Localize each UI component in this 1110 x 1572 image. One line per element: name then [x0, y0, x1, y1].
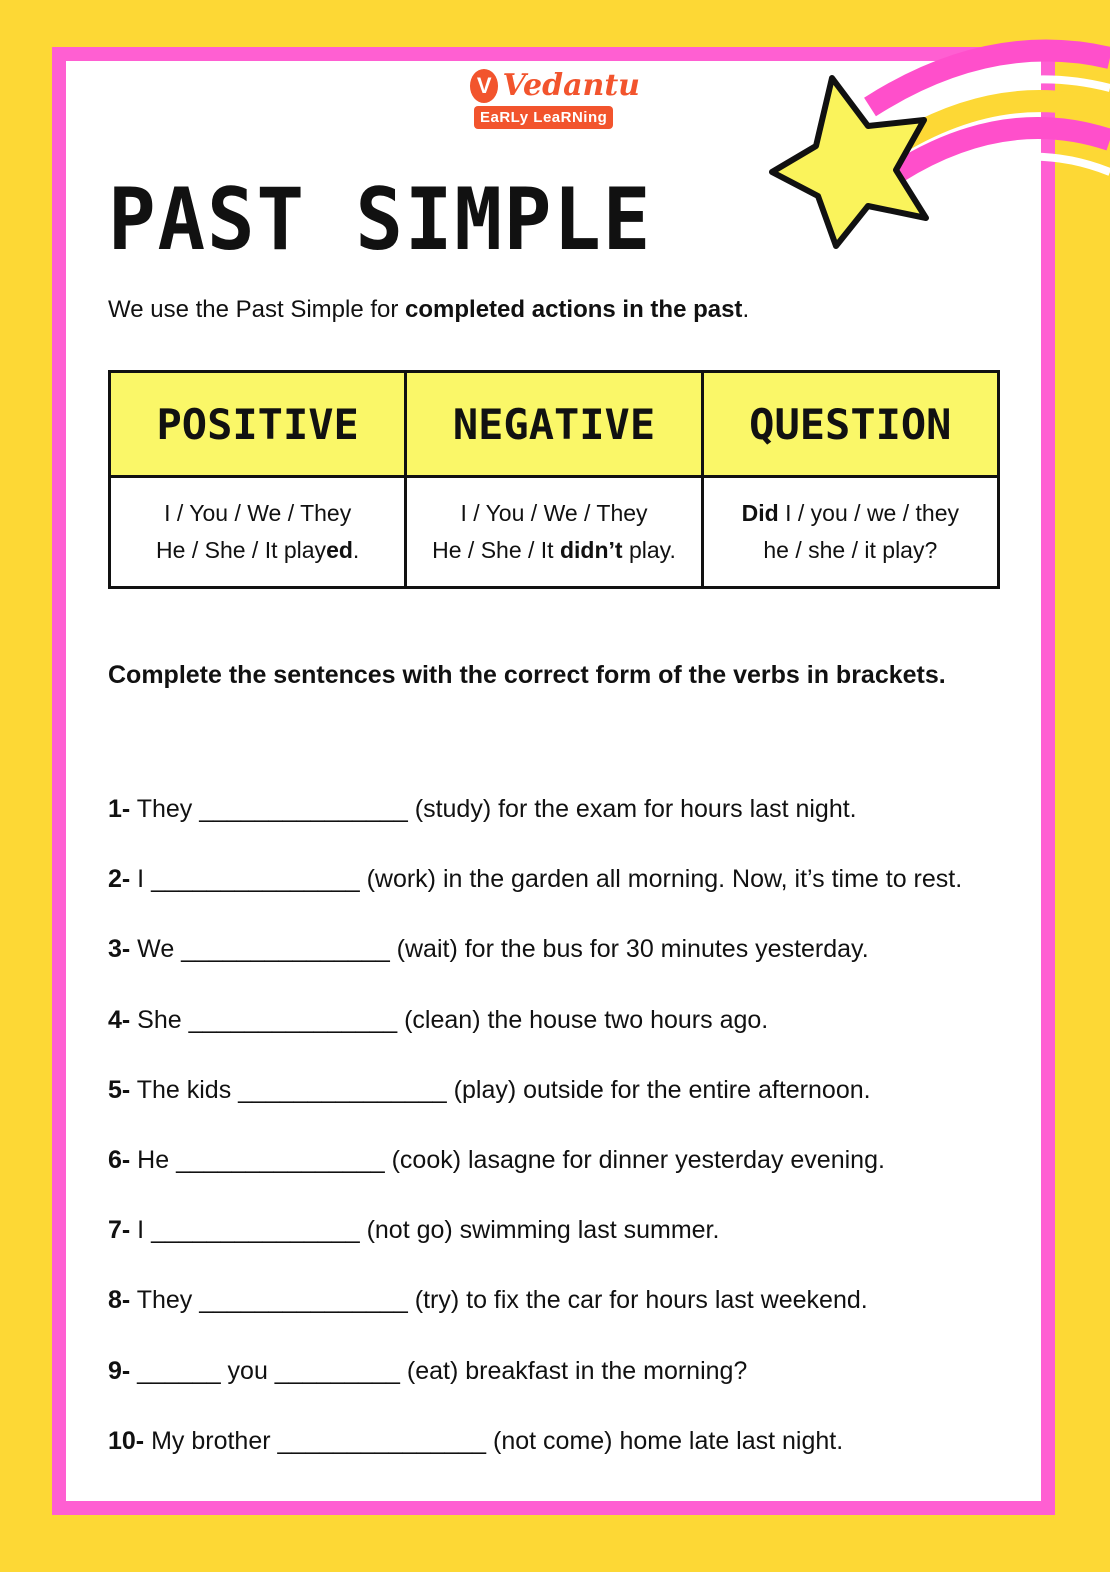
- list-item: 9- ______ you _________ (eat) breakfast in the morning?: [108, 1356, 748, 1385]
- exercise-instruction: Complete the sentences with the correct form of the verbs in brackets.: [108, 661, 946, 689]
- logo-tagline: EaRLy LeaRNing: [474, 106, 613, 129]
- cell-positive: I / You / We / They He / She / It played.: [110, 477, 406, 588]
- logo-mark-icon: V: [470, 69, 498, 103]
- list-item: 2- I _______________ (work) in the garden all morning. Now, it’s time to rest.: [108, 865, 963, 894]
- exercise-list: [108, 784, 1008, 1486]
- list-item: 6- He _______________ (cook) lasagne for dinner yesterday evening.: [108, 1145, 885, 1174]
- cell-negative: I / You / We / They He / She / It didn’t play.: [406, 477, 702, 588]
- list-item: 8- They _______________ (try) to fix the car for hours last weekend.: [108, 1286, 868, 1315]
- grammar-table: [108, 370, 1000, 589]
- logo-name: Vedantu: [502, 68, 640, 103]
- page-title: PAST SIMPLE: [108, 170, 653, 270]
- list-item: 4- She _______________ (clean) the house two hours ago.: [108, 1005, 769, 1034]
- list-item: 3- We _______________ (wait) for the bus for 30 minutes yesterday.: [108, 935, 869, 964]
- header-positive: POSITIVE: [110, 372, 406, 477]
- vedantu-logo: [470, 68, 640, 146]
- table-header-row: [110, 372, 999, 477]
- table-row: [110, 477, 999, 588]
- intro-text: We use the Past Simple for completed actions in the past.: [108, 296, 750, 323]
- list-item: 7- I _______________ (not go) swimming last summer.: [108, 1216, 720, 1245]
- header-negative: NEGATIVE: [406, 372, 702, 477]
- list-item: 10- My brother _______________ (not come) home late last night.: [108, 1426, 844, 1455]
- header-question: QUESTION: [702, 372, 998, 477]
- cell-question: Did I / you / we / they he / she / it play?: [702, 477, 998, 588]
- list-item: 1- They _______________ (study) for the exam for hours last night.: [108, 795, 857, 823]
- list-item: 5- The kids _______________ (play) outside for the entire afternoon.: [108, 1075, 871, 1104]
